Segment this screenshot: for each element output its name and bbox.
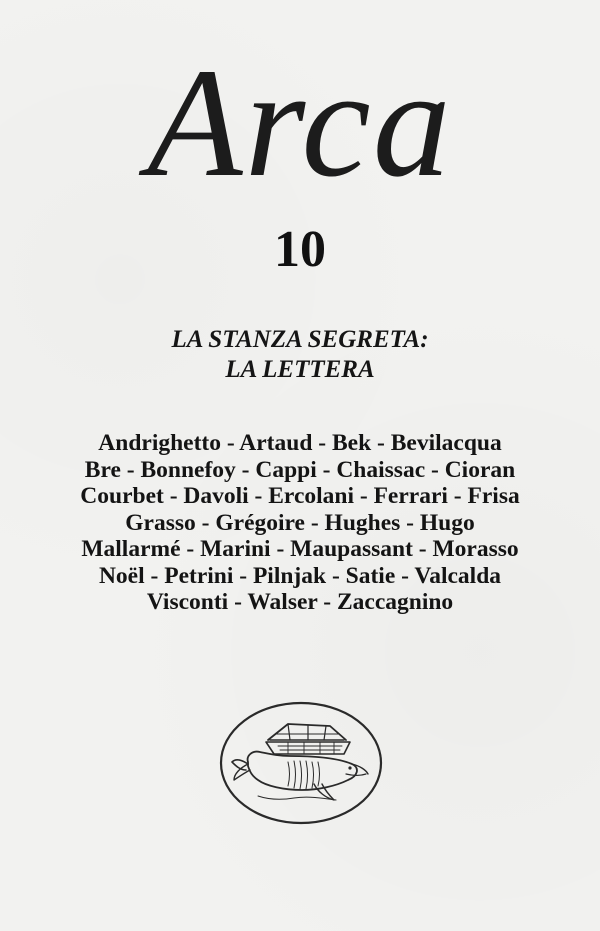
- author-line: Visconti - Walser - Zaccagnino: [146, 589, 454, 615]
- author-line: Courbet - Davoli - Ercolani - Ferrari - Frisa: [80, 483, 520, 509]
- author-line: Noël - Petrini - Pilnjak - Satie - Valcalda: [98, 562, 502, 589]
- author-line: Grasso - Grégoire - Hughes - Hugo: [125, 509, 475, 536]
- ark-on-whale-emblem: [218, 700, 384, 826]
- subtitle-line: LA STANZA SEGRETA:: [171, 326, 429, 353]
- author-line: Mallarmé - Marini - Maupassant - Morasso: [81, 536, 519, 562]
- author-list: [0, 430, 600, 616]
- cover-subtitle: [0, 325, 600, 385]
- cover-title: Arca: [147, 36, 453, 209]
- issue-number: 10: [274, 221, 326, 278]
- subtitle-line: LA LETTERA: [225, 356, 375, 383]
- author-line: Bre - Bonnefoy - Cappi - Chaissac - Cioran: [84, 456, 516, 483]
- author-line: Andrighetto - Artaud - Bek - Bevilacqua: [98, 430, 502, 456]
